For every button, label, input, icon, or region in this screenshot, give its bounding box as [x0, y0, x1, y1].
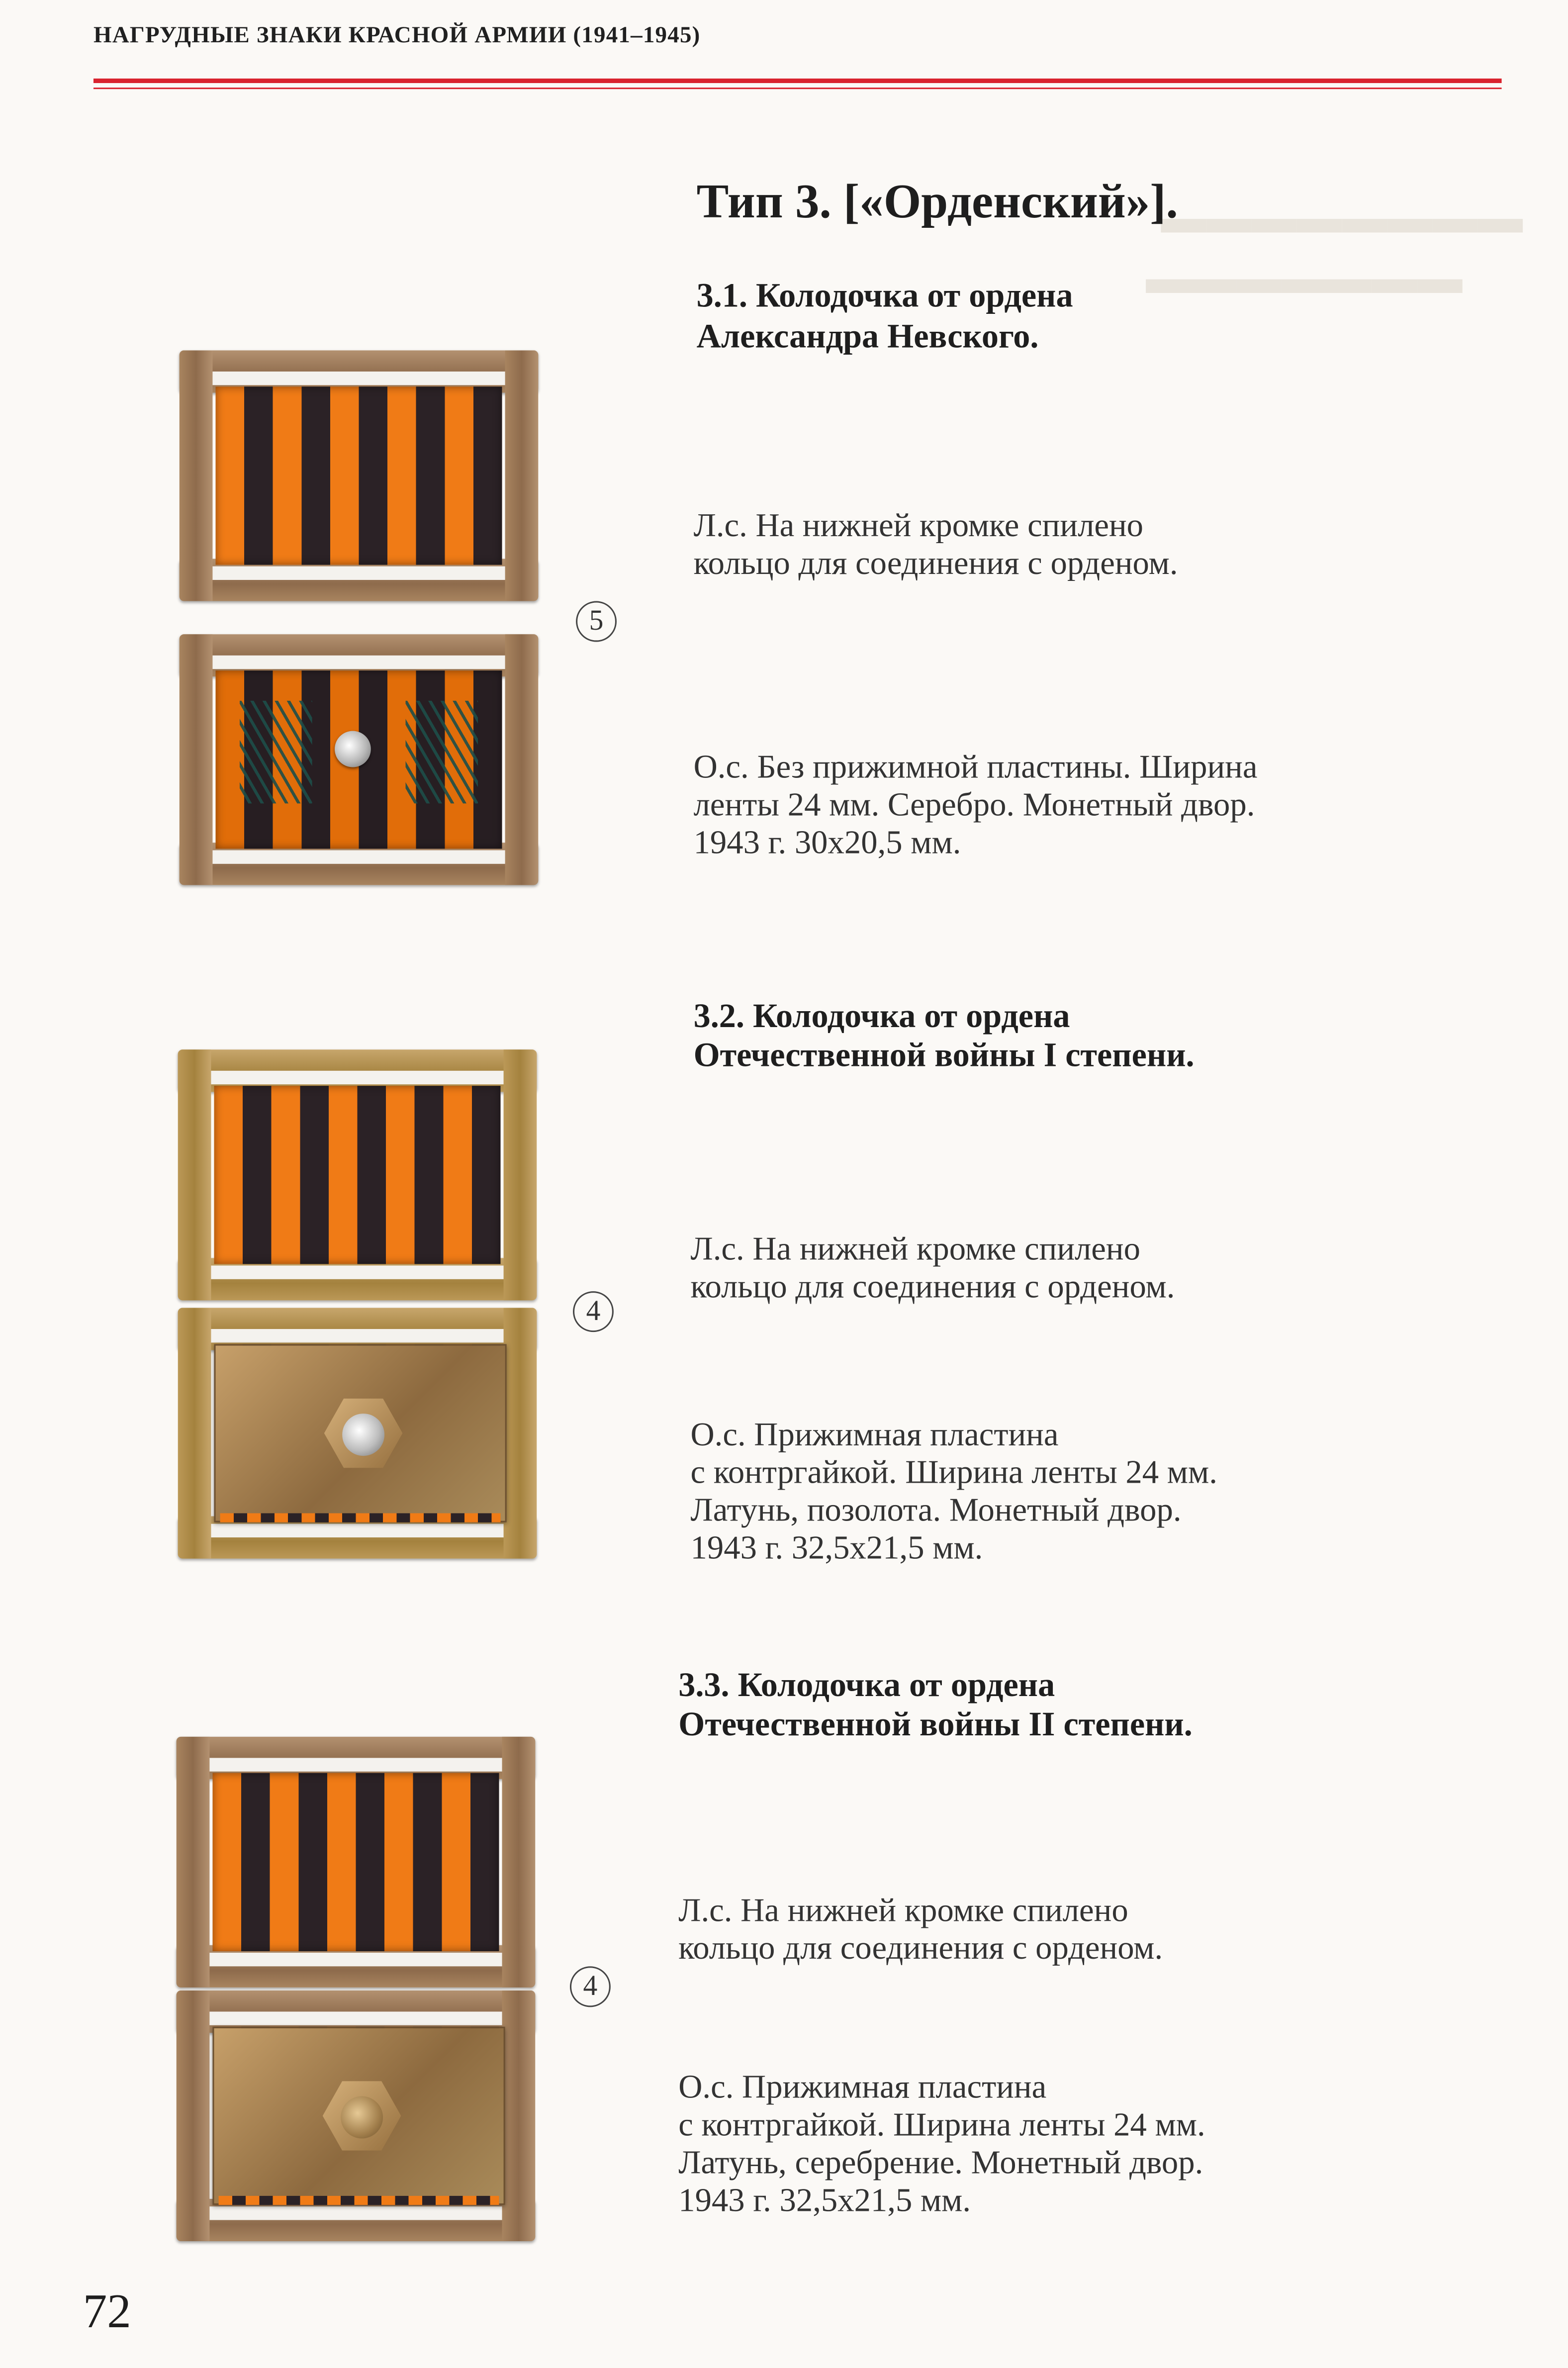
screw-head-icon [341, 2096, 383, 2139]
ribbon-bar-3-1-reverse-image [180, 634, 539, 885]
section-3-3-reverse-line3: Латунь, серебрение. Монетный двор. [678, 2143, 1203, 2181]
section-3-3-reverse-line2: с контргайкой. Ширина ленты 24 мм. [678, 2105, 1205, 2143]
header-rule-thin [93, 88, 1502, 89]
type-title: Тип 3. [«Орденский»]. [696, 174, 1178, 228]
bleed-through-decoration: ▬▬▬▬▬▬▬▬ [1161, 193, 1523, 243]
section-3-1-reverse-line2: ленты 24 мм. Серебро. Монетный двор. [693, 785, 1255, 823]
ribbon-bar-3-1-obverse-image [180, 350, 539, 601]
section-3-1-scale-marker [576, 601, 617, 642]
header-rule [93, 79, 1502, 83]
section-3-3-heading-line1: 3.3. Колодочка от ордена [678, 1666, 1055, 1704]
screw-head-icon [342, 1414, 384, 1456]
scale-marker-number: 4 [586, 1295, 601, 1327]
section-3-3-reverse-line1: О.с. Прижимная пластина [678, 2067, 1047, 2105]
section-3-1-obverse-line2: кольцо для соединения с орденом. [693, 544, 1178, 582]
section-3-2-reverse-line3: Латунь, позолота. Монетный двор. [690, 1490, 1182, 1528]
ribbon-bar-3-3-reverse-image [177, 1990, 536, 2241]
section-3-1-reverse-line1: О.с. Без прижимной пластины. Ширина [693, 748, 1258, 785]
section-3-2-reverse-line2: с контргайкой. Ширина ленты 24 мм. [690, 1453, 1217, 1491]
ribbon-bar-3-2-obverse-image [178, 1049, 537, 1300]
ribbon-bar-3-3-obverse-image [177, 1737, 536, 1988]
section-3-2-reverse-line4: 1943 г. 32,5х21,5 мм. [690, 1528, 983, 1566]
section-3-2-heading-line1: 3.2. Колодочка от ордена [693, 997, 1070, 1035]
section-3-2-heading-line2: Отечественной войны I степени. [693, 1036, 1195, 1074]
section-3-2-reverse-line1: О.с. Прижимная пластина [690, 1415, 1059, 1453]
section-3-3-obverse-line1: Л.с. На нижней кромке спилено [678, 1891, 1128, 1929]
section-3-3-obverse-line2: кольцо для соединения с орденом. [678, 1928, 1163, 1967]
section-3-2-obverse-line2: кольцо для соединения с орденом. [690, 1267, 1175, 1305]
section-3-3-heading-line2: Отечественной войны II степени. [678, 1705, 1193, 1743]
section-3-3-reverse-line4: 1943 г. 32,5х21,5 мм. [678, 2180, 971, 2219]
running-header: НАГРУДНЫЕ ЗНАКИ КРАСНОЙ АРМИИ (1941–1945) [93, 22, 701, 49]
section-3-1-heading-line2: Александра Невского. [696, 317, 1039, 355]
ribbon-bar-3-2-reverse-image [178, 1308, 537, 1559]
bleed-through-decoration: ▬▬▬▬▬▬▬ [1146, 254, 1463, 304]
section-3-1-obverse-line1: Л.с. На нижней кромке спилено [693, 506, 1144, 544]
section-3-3-scale-marker [570, 1966, 611, 2007]
scale-marker-number: 5 [589, 605, 604, 637]
rivet-icon [335, 731, 371, 767]
section-3-1-heading-line1: 3.1. Колодочка от ордена [696, 276, 1073, 314]
scale-marker-number: 4 [583, 1970, 598, 2002]
section-3-2-scale-marker [573, 1291, 614, 1332]
section-3-1-reverse-line3: 1943 г. 30х20,5 мм. [693, 823, 961, 861]
page-number: 72 [83, 2283, 131, 2338]
section-3-2-obverse-line1: Л.с. На нижней кромке спилено [690, 1229, 1140, 1267]
